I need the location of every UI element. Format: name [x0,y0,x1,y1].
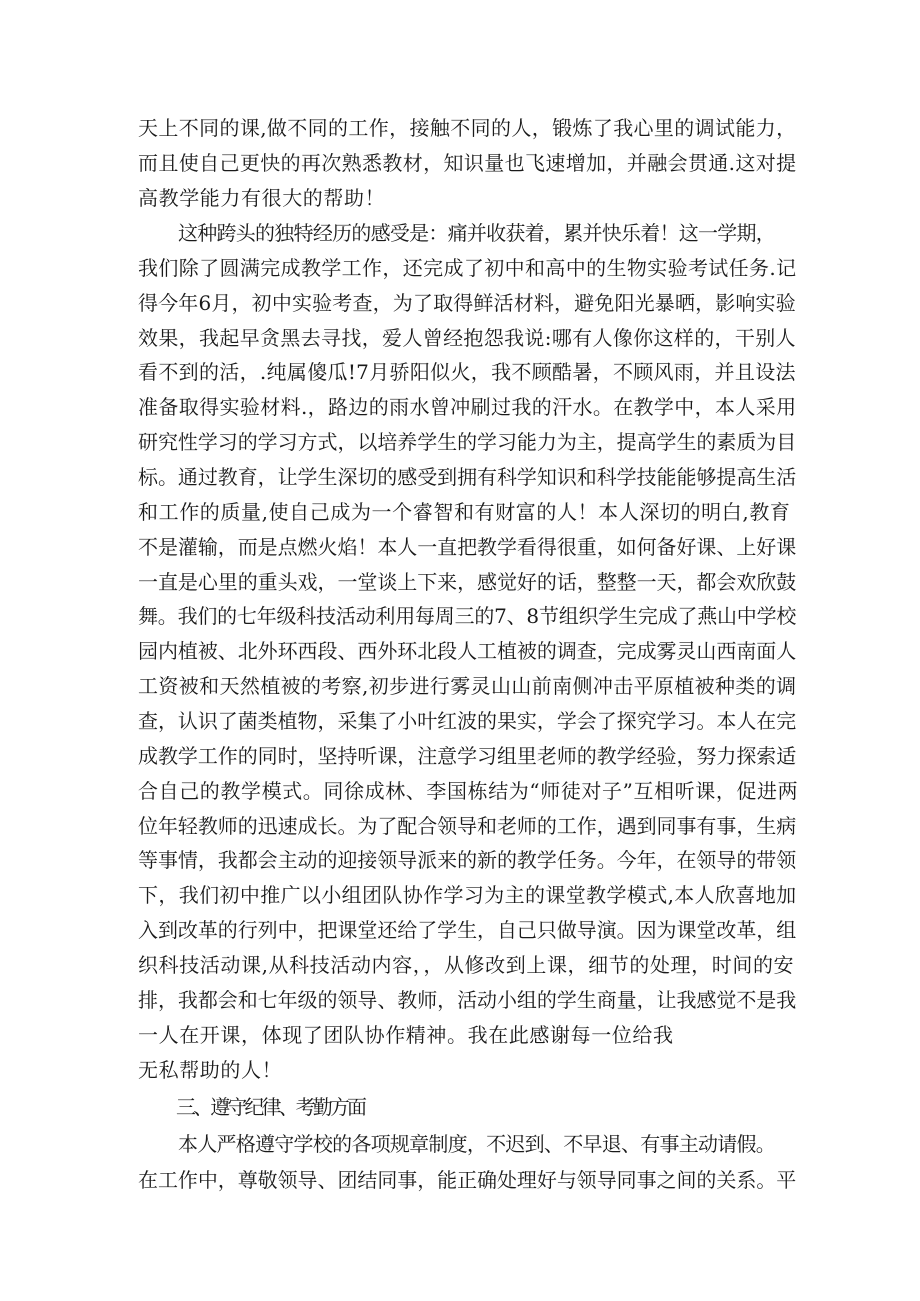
text-line: 标。通过教育，让学生深切的感受到拥有科学知识和科学技能能够提高生活 [138,465,797,489]
text-line: 准备取得实验材料.，路边的雨水曾冲刷过我的汗水。在教学中，本人采用 [138,395,797,419]
text-line: 成教学工作的同时，坚持听课，注意学习组里老师的教学经验，努力探索适 [138,744,797,768]
text-line: 园内植被、北外环西段、西外环北段人工植被的调查，完成雾灵山西南面人 [138,639,797,663]
text-line: 不是灌输，而是点燃火焰！本人一直把教学看得很重，如何备好课、上好课 [138,535,797,559]
text-line: 而且使自己更快的再次熟悉教材，知识量也飞速增加，并融会贯通.这对提 [138,151,797,175]
text-line: 入到改革的行列中，把课堂还给了学生，自己只做导演。因为课堂改革，组 [138,918,797,942]
text-line: 查，认识了菌类植物，采集了小叶红波的果实，学会了探究学习。本人在完 [138,709,797,733]
text-line: 下，我们初中推广以小组团队协作学习为主的课堂教学模式,本人欣喜地加 [138,883,797,907]
text-line: 排，我都会和七年级的领导、教师，活动小组的学生商量，让我感觉不是我 [138,988,797,1012]
text-line: 看不到的活，.纯属傻瓜!7月骄阳似火，我不顾酷暑，不顾风雨，并且设法 [138,360,796,384]
text-line: 在工作中，尊敬领导、团结同事，能正确处理好与领导同事之间的关系。平 [138,1168,797,1192]
text-line: 得今年6月，初中实验考查，为了取得鲜活材料，避免阳光暴晒，影响实验 [138,291,796,315]
text-line: 效果，我起早贪黑去寻找，爱人曾经抱怨我说:哪有人像你这样的，干别人 [138,326,796,350]
paragraph-start-line: 本人严格遵守学校的各项规章制度，不迟到、不早退、有事主动请假。 [178,1132,776,1156]
text-line: 工资被和天然植被的考察,初步进行雾灵山山前南侧冲击平原植被种类的调 [138,674,797,698]
text-line: 高教学能力有很大的帮助！ [138,186,386,210]
text-line: 位年轻教师的迅速成长。为了配合领导和老师的工作，遇到同事有事，生病 [138,814,797,838]
text-line: 天上不同的课,做不同的工作，接触不同的人，锻炼了我心里的调试能力， [138,116,797,140]
section-heading: 三、遵守纪律、考勤方面 [176,1095,365,1119]
text-line: 和工作的质量,使自己成为一个睿智和有财富的人！本人深切的明白,教育 [138,500,791,524]
text-line: 合自己的教学模式。同徐成林、李国栋结为“师徒对子”互相听课，促进两 [138,779,799,803]
text-line: 无私帮助的人！ [138,1058,283,1082]
text-line: 一人在开课，体现了团队协作精神。我在此感谢每一位给我 [138,1023,674,1047]
text-line: 我们除了圆满完成教学工作，还完成了初中和高中的生物实验考试任务.记 [138,256,797,280]
text-line: 一直是心里的重头戏，一堂谈上下来，感觉好的话，整整一天，都会欢欣鼓 [138,570,797,594]
text-line: 织科技活动课,从科技活动内容，，从修改到上课，细节的处理，时间的安 [138,953,795,977]
text-line: 研究性学习的学习方式，以培养学生的学习能力为主，提高学生的素质为目 [138,430,797,454]
text-line: 等事情，我都会主动的迎接领导派来的新的教学任务。今年，在领导的带领 [138,848,797,872]
text-line: 舞。我们的七年级科技活动利用每周三的7、8节组织学生完成了燕山中学校 [138,604,797,628]
paragraph-start-line: 这种跨头的独特经历的感受是：痛并收获着，累并快乐着！这一学期， [178,221,776,245]
